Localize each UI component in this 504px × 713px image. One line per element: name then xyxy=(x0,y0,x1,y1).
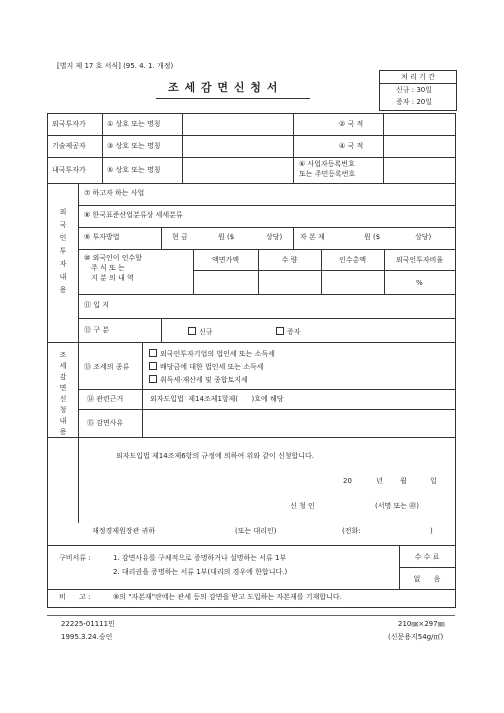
business-field-label: ⑦ 하고자 하는 사업 xyxy=(84,189,145,197)
share-acquisition-label-3: 지 분 의 내 역 xyxy=(91,274,134,282)
tax-option-corporate-box[interactable] xyxy=(149,349,157,357)
date-year-unit: 년 xyxy=(376,477,383,485)
addressee: 재정경제원장관 귀하 xyxy=(92,527,156,535)
processing-period-box xyxy=(379,70,457,111)
classification-label: ⑫ 구 분 xyxy=(84,326,109,334)
applicant-label: 신 청 인 xyxy=(290,502,315,510)
resident-registration-label: 또는 주민등록번호 xyxy=(299,170,356,178)
tax-option-corporate-label: 외국인투자기업의 법인세 또는 소득세 xyxy=(160,350,275,358)
tech-provider-name-label: ③ 상호 또는 명칭 xyxy=(107,142,161,150)
legal-basis-value: 외자도입법 제14조제1항제( )호에 해당 xyxy=(150,395,284,403)
checkbox-increase-label: 증자 xyxy=(287,328,301,336)
tech-provider-nationality-label: ④ 국 적 xyxy=(339,142,364,150)
capital-goods-equivalent-label: 상당) xyxy=(415,233,432,241)
phone-label: (전화: xyxy=(342,527,361,535)
tech-provider-label: 기술제공자 xyxy=(52,142,86,150)
share-acquisition-label-2: 주 식 또 는 xyxy=(91,264,125,272)
date-month: 월 xyxy=(400,477,407,485)
approval-date: 1995.3.24.승인 xyxy=(61,633,113,641)
foreign-investment-ratio-header: 외국인투자비율 xyxy=(395,256,444,264)
face-value-header: 액면가액 xyxy=(211,256,240,264)
share-acquisition-label-1: ⑩ 외국인이 인수할 xyxy=(84,254,143,262)
phone-close: ) xyxy=(430,527,433,535)
checkbox-increase-box[interactable] xyxy=(276,327,284,335)
foreign-investment-side-label: 외 국 인 투 자 내 용 xyxy=(59,208,67,294)
paper-size: 210㎜×297㎜ xyxy=(398,620,445,628)
remarks-text: ⑨의 "자본재"란에는 관세 등의 감면을 받고 도입하는 자본재를 기재합니다. xyxy=(113,593,342,601)
tax-option-dividend-box[interactable] xyxy=(149,362,157,370)
checkbox-new[interactable] xyxy=(188,327,213,336)
required-doc-1: 1. 감면사유를 구체적으로 증명하거나 설명하는 서류 1부 xyxy=(113,554,287,562)
required-doc-2: 2. 대리권을 증명하는 서류 1부(대리의 경우에 한합니다.) xyxy=(113,568,288,576)
percent-unit: % xyxy=(416,279,423,287)
tax-reduction-side-label: 조 세 감 면 신 청 내 용 xyxy=(59,351,67,436)
paper-type: (신문용지54g/㎡) xyxy=(388,633,444,641)
total-acquisition-header: 인수총액 xyxy=(338,256,367,264)
page-title: 조 세 감 면 신 청 서 xyxy=(168,81,279,94)
location-label: ⑪ 입 지 xyxy=(84,301,109,309)
legal-basis-label: ⑭ 관련근거 xyxy=(87,395,124,403)
capital-goods-won-label: 원 ($ xyxy=(364,233,381,241)
tax-option-acquisition-box[interactable] xyxy=(149,375,157,383)
tax-option-dividend[interactable] xyxy=(149,362,264,371)
checkbox-increase[interactable] xyxy=(276,327,301,336)
foreign-investor-name-label: ① 상호 또는 명칭 xyxy=(107,120,161,128)
checkbox-new-box[interactable] xyxy=(188,327,196,335)
cash-equivalent-label: 상당) xyxy=(266,233,283,241)
foreign-investor-nationality-label: ② 국 적 xyxy=(339,120,364,128)
tax-option-dividend-label: 배당금에 대한 법인세 또는 소득세 xyxy=(160,363,264,371)
form-reference: [별지 제 17 호 서식] (95. 4. 1. 개정) xyxy=(57,62,174,70)
agent-label: (또는 대리인) xyxy=(235,527,277,535)
cash-won-label: 원 ($ xyxy=(218,233,235,241)
remarks-label: 비 고 : xyxy=(59,593,91,601)
domestic-investor-label: 내국투자가 xyxy=(52,166,86,174)
capital-goods-label: 자 본 재 xyxy=(300,233,325,241)
date-year: 20 xyxy=(343,477,352,485)
quantity-header: 수 량 xyxy=(281,256,298,264)
investment-method-label: ⑨ 투자방법 xyxy=(84,233,120,241)
domestic-investor-name-label: ⑤ 상호 또는 명칭 xyxy=(107,166,161,174)
fee-value: 없 음 xyxy=(413,575,441,583)
cash-label: 현 금 xyxy=(172,233,188,241)
processing-period-label: 처 리 기 간 xyxy=(401,73,435,81)
title-underline xyxy=(156,98,310,99)
checkbox-new-label: 신규 xyxy=(199,328,213,336)
tax-option-acquisition-label: 취득세·재산세 및 종합토지세 xyxy=(160,376,248,384)
declaration-text: 외자도입법 제14조제6항의 규정에 의하여 위와 같이 신청합니다. xyxy=(116,452,314,460)
tax-option-acquisition[interactable] xyxy=(149,375,248,384)
processing-period-increase: 증자 : 20일 xyxy=(396,98,433,106)
reduction-reason-label: ⑮ 감면사유 xyxy=(87,419,124,427)
industry-classification-label: ⑧ 한국표준산업분류상 세세분류 xyxy=(84,211,183,219)
foreign-investor-label: 외국투자가 xyxy=(52,120,86,128)
tax-kind-label: ⑬ 조세의 종류 xyxy=(84,363,130,371)
business-registration-label: ⑥ 사업자등록번호 xyxy=(299,160,355,168)
processing-period-new: 신규 : 30일 xyxy=(396,86,433,94)
form-code: 22225-01111민 xyxy=(61,620,115,628)
date-day: 일 xyxy=(430,477,437,485)
tax-option-corporate[interactable] xyxy=(149,349,275,358)
fee-label: 수 수 료 xyxy=(414,553,440,561)
required-docs-label: 구비서류 : xyxy=(59,554,91,562)
signature-label: (서명 또는 ㊞) xyxy=(375,502,419,510)
